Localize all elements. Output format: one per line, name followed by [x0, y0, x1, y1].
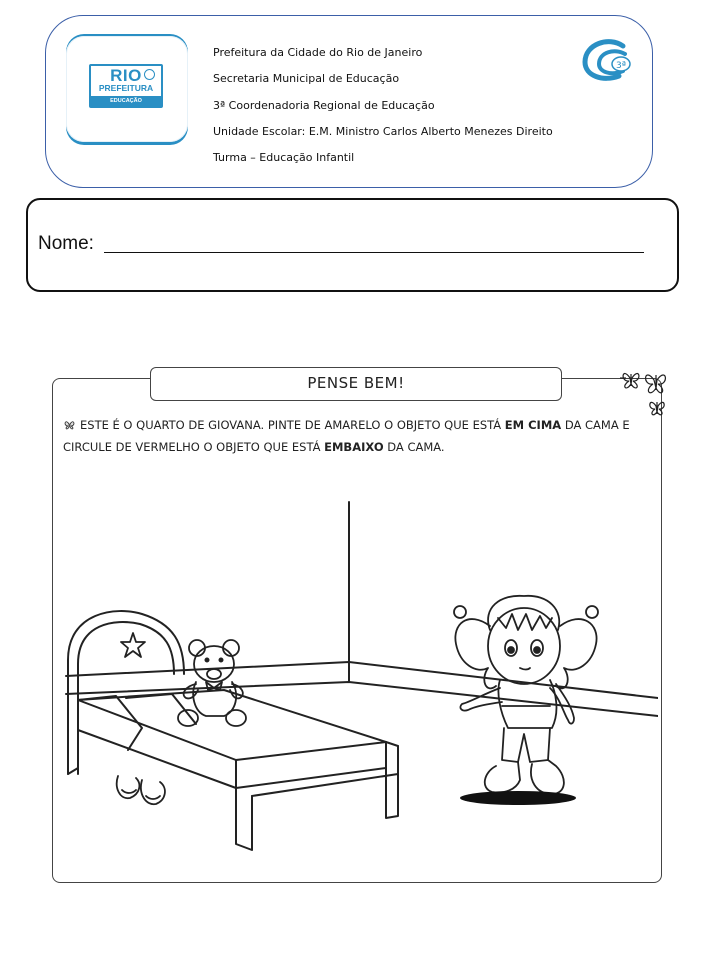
rio-prefeitura-logo — [66, 36, 188, 142]
header-line-secretaria: Secretaria Municipal de Educação — [213, 72, 400, 86]
instruction-part1: ESTE É O QUARTO DE GIOVANA. PINTE DE AMARELO O OBJETO QUE ESTÁ — [80, 418, 505, 432]
activity-title: PENSE BEM! — [307, 374, 405, 392]
girl-giovana — [454, 596, 598, 794]
instruction-part3: DA CAMA. — [383, 440, 445, 454]
floor-line — [66, 662, 658, 698]
logo-rio-text: RIO — [110, 66, 142, 85]
girl-shadow — [460, 791, 576, 805]
cre-logo-icon — [579, 38, 637, 82]
header-line-prefeitura: Prefeitura da Cidade do Rio de Janeiro — [213, 46, 423, 59]
activity-title-banner — [150, 367, 562, 401]
name-field-box — [26, 198, 679, 292]
seal-icon — [144, 69, 155, 80]
school-header — [45, 15, 653, 188]
star-icon — [121, 633, 145, 657]
slippers-under-bed — [117, 776, 165, 804]
bed — [78, 690, 398, 850]
activity-instruction — [63, 414, 653, 458]
header-line-turma: Turma – Educação Infantil — [213, 151, 355, 165]
small-butterfly-icon — [63, 419, 76, 430]
logo-prefeitura-text: PREFEITURA — [98, 83, 154, 93]
cre-logo-text: 3ª — [616, 61, 626, 71]
instruction-em-cima: EM CIMA — [504, 418, 562, 432]
name-label: Nome: — [38, 233, 94, 254]
header-line-unidade: Unidade Escolar: E.M. Ministro Carlos Alberto Menezes Direito — [213, 124, 553, 138]
header-info — [213, 40, 553, 171]
instruction-part2: DA CAMA E CIRCULE DE VERMELHO O OBJETO QUE ESTÁ — [63, 418, 630, 454]
name-input-line[interactable] — [104, 252, 644, 253]
bedroom-illustration — [56, 498, 658, 878]
header-line-coordenadoria: 3ª Coordenadoria Regional de Educação — [213, 98, 435, 112]
instruction-embaixo: EMBAIXO — [324, 440, 384, 454]
logo-educacao-text: EDUCAÇÃO — [91, 96, 161, 106]
